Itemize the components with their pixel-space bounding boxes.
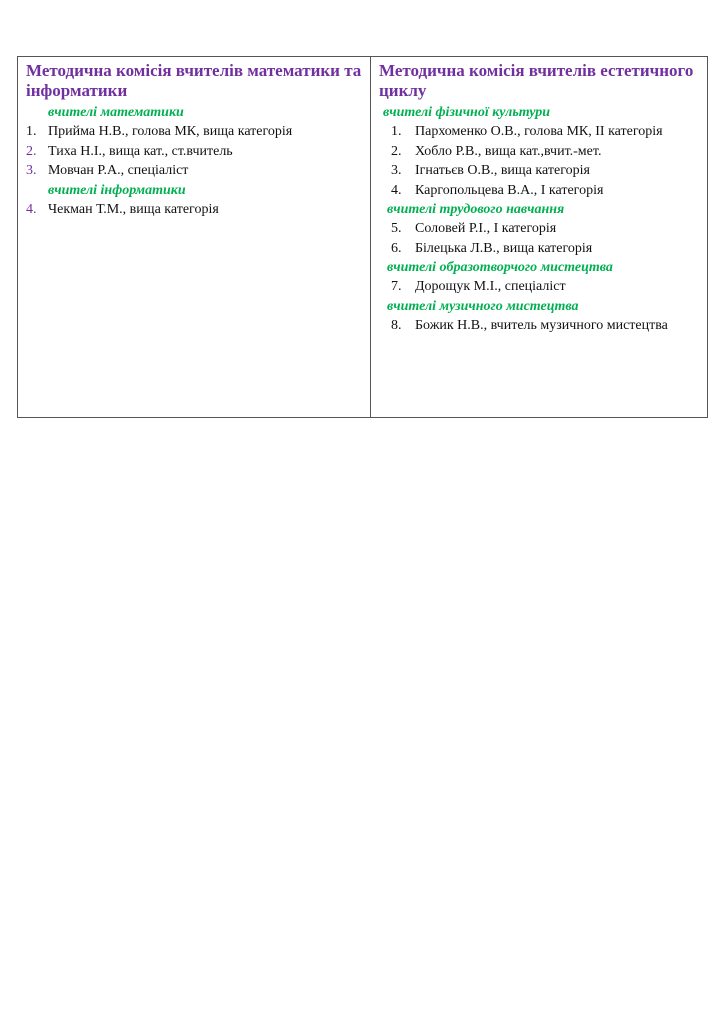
teacher-entry: Дорощук М.І., спеціаліст: [415, 279, 566, 294]
aesthetic-commission-heading: Методична комісія вчителів естетичного циклу: [379, 61, 694, 100]
list-number: 2.: [391, 143, 402, 159]
list-item: [26, 142, 362, 162]
list-item: [26, 200, 362, 220]
teacher-entry: Прийма Н.В., голова МК, вища категорія: [48, 124, 293, 139]
list-number: 1.: [391, 124, 402, 139]
list-number: 3.: [391, 163, 402, 178]
table-row: [18, 57, 708, 418]
teacher-entry: Хобло Р.В., вища кат.,вчит.-мет.: [415, 143, 602, 159]
list-item: [26, 161, 362, 181]
list-number: 7.: [391, 279, 402, 294]
list-number: 1.: [26, 124, 37, 139]
teacher-entry: Пархоменко О.В., голова МК, ІІ категорія: [415, 124, 663, 139]
list-number: 8.: [391, 317, 402, 333]
informatics-teachers-subheading: вчителі інформатики: [48, 182, 186, 198]
list-item: [379, 219, 699, 239]
list-number: 6.: [391, 240, 402, 256]
math-informatics-commission-cell: [18, 57, 371, 418]
list-number: 2.: [26, 143, 37, 159]
aesthetic-cycle-commission-cell: [371, 57, 708, 418]
math-commission-heading: Методична комісія вчителів математики та інформатики: [26, 61, 362, 100]
teacher-entry: Божик Н.В., вчитель музичного мистецтва: [415, 317, 668, 333]
list-item: [379, 142, 699, 162]
teacher-entry: Каргопольцева В.А., І категорія: [415, 182, 604, 198]
teacher-entry: Чекман Т.М., вища категорія: [48, 201, 219, 217]
list-item: [26, 122, 362, 142]
list-item: [379, 239, 699, 259]
music-teachers-subheading: вчителі музичного мистецтва: [387, 298, 579, 314]
teacher-entry: Соловей Р.І., І категорія: [415, 221, 557, 236]
math-teachers-subheading: вчителі математики: [48, 105, 184, 120]
list-item: [379, 122, 699, 142]
list-item: [379, 316, 699, 336]
pe-teachers-subheading: вчителі фізичної культури: [383, 105, 551, 120]
commissions-table: [17, 56, 708, 418]
list-item: [379, 277, 699, 297]
list-number: 5.: [391, 221, 402, 236]
fine-art-teachers-subheading: вчителі образотворчого мистецтва: [387, 260, 613, 275]
teacher-entry: Тиха Н.І., вища кат., ст.вчитель: [48, 143, 233, 159]
teacher-entry: Мовчан Р.А., спеціаліст: [48, 163, 189, 178]
list-item: [379, 161, 699, 181]
teacher-entry: Ігнатьєв О.В., вища категорія: [415, 163, 590, 178]
list-number: 4.: [26, 201, 37, 217]
list-number: 4.: [391, 182, 402, 198]
list-number: 3.: [26, 163, 37, 178]
list-item: [379, 181, 699, 201]
labor-teachers-subheading: вчителі трудового навчання: [387, 202, 565, 217]
teacher-entry: Білецька Л.В., вища категорія: [415, 240, 593, 256]
